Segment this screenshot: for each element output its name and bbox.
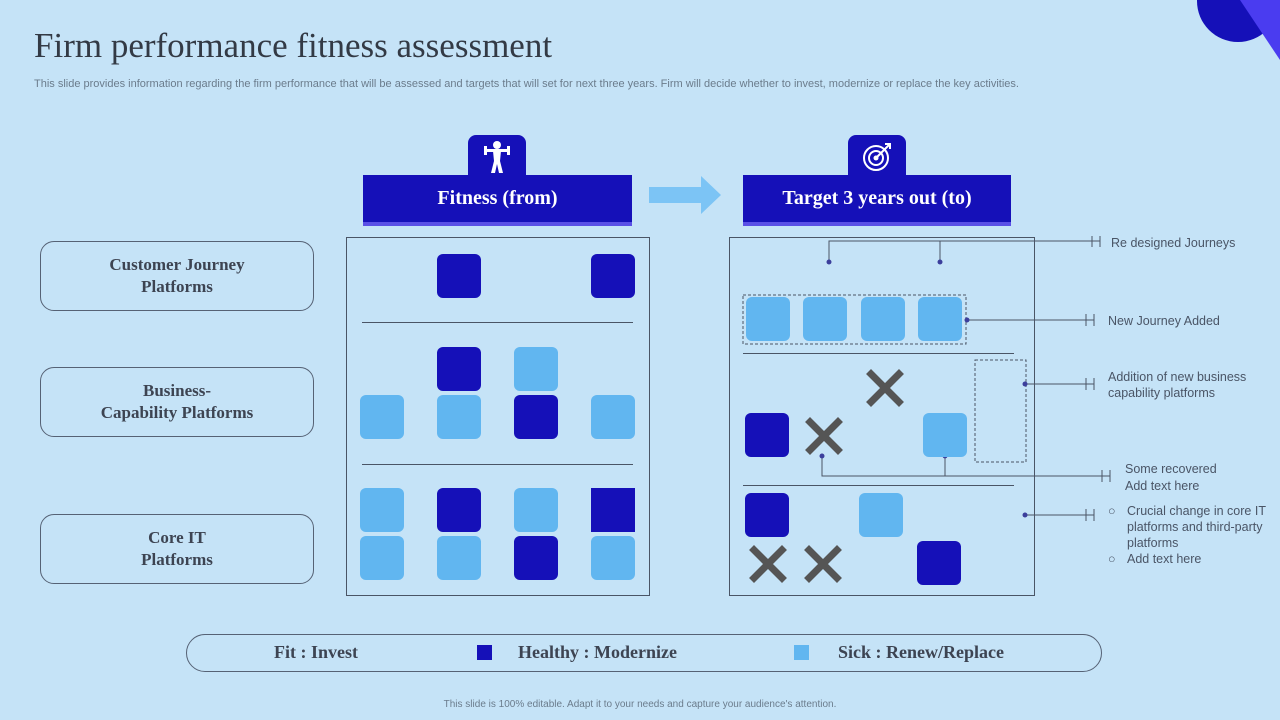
- legend-healthy-label: Healthy : Modernize: [518, 642, 677, 662]
- annotation-redesigned-journeys: Re designed Journeys: [1111, 236, 1236, 250]
- sick-square: [861, 297, 905, 341]
- sick-square: [746, 297, 790, 341]
- page-subtitle: This slide provides information regarding the firm performance that will be assessed and targets that will set for next three years. Firm will decide whether to invest, modernize or replace the key activities.: [34, 78, 1019, 90]
- sick-square: [923, 413, 967, 457]
- close-x-icon: [805, 417, 843, 455]
- target-to-title: Target 3 years out (to): [782, 187, 972, 209]
- sick-square: [918, 297, 962, 341]
- page-title: Firm performance fitness assessment: [34, 26, 553, 65]
- annotation-some-recovered: Some recovered: [1125, 462, 1217, 476]
- healthy-square: [745, 413, 789, 457]
- annotation-new-journey: New Journey Added: [1108, 314, 1220, 328]
- sick-square: [859, 493, 903, 537]
- healthy-square: [745, 493, 789, 537]
- fitness-from-title: Fitness (from): [437, 187, 558, 209]
- close-x-icon: [749, 545, 787, 583]
- close-x-icon: [804, 545, 842, 583]
- row-label-core-it: Core IT Platforms: [40, 514, 314, 584]
- legend-fit-label: Fit : Invest: [274, 642, 358, 662]
- row-label-customer-journey: Customer Journey Platforms: [40, 241, 314, 311]
- close-x-icon: [866, 369, 904, 407]
- row-label-business-capability: Business- Capability Platforms: [40, 367, 314, 437]
- bullet-circle-icon: ○: [1108, 552, 1116, 566]
- footer-note: This slide is 100% editable. Adapt it to your needs and capture your audience's attention.: [443, 699, 837, 710]
- healthy-square: [917, 541, 961, 585]
- list-item: [1108, 551, 1268, 567]
- sick-square: [803, 297, 847, 341]
- list-item: [1108, 503, 1268, 551]
- legend-healthy-swatch: [477, 645, 492, 660]
- annotation-core-it-list: [1108, 503, 1268, 567]
- legend-sick-swatch: [794, 645, 809, 660]
- annotation-core-it-add-text: Add text here: [1127, 552, 1202, 566]
- annotation-core-it-change: Crucial change in core IT platforms and third-party platforms: [1127, 504, 1266, 550]
- legend-sick-label: Sick : Renew/Replace: [838, 642, 1004, 662]
- bullet-circle-icon: ○: [1108, 504, 1116, 518]
- annotation-new-business-platforms: Addition of new business capability platforms: [1108, 370, 1247, 400]
- annotation-recovered-add-text: Add text here: [1125, 479, 1200, 493]
